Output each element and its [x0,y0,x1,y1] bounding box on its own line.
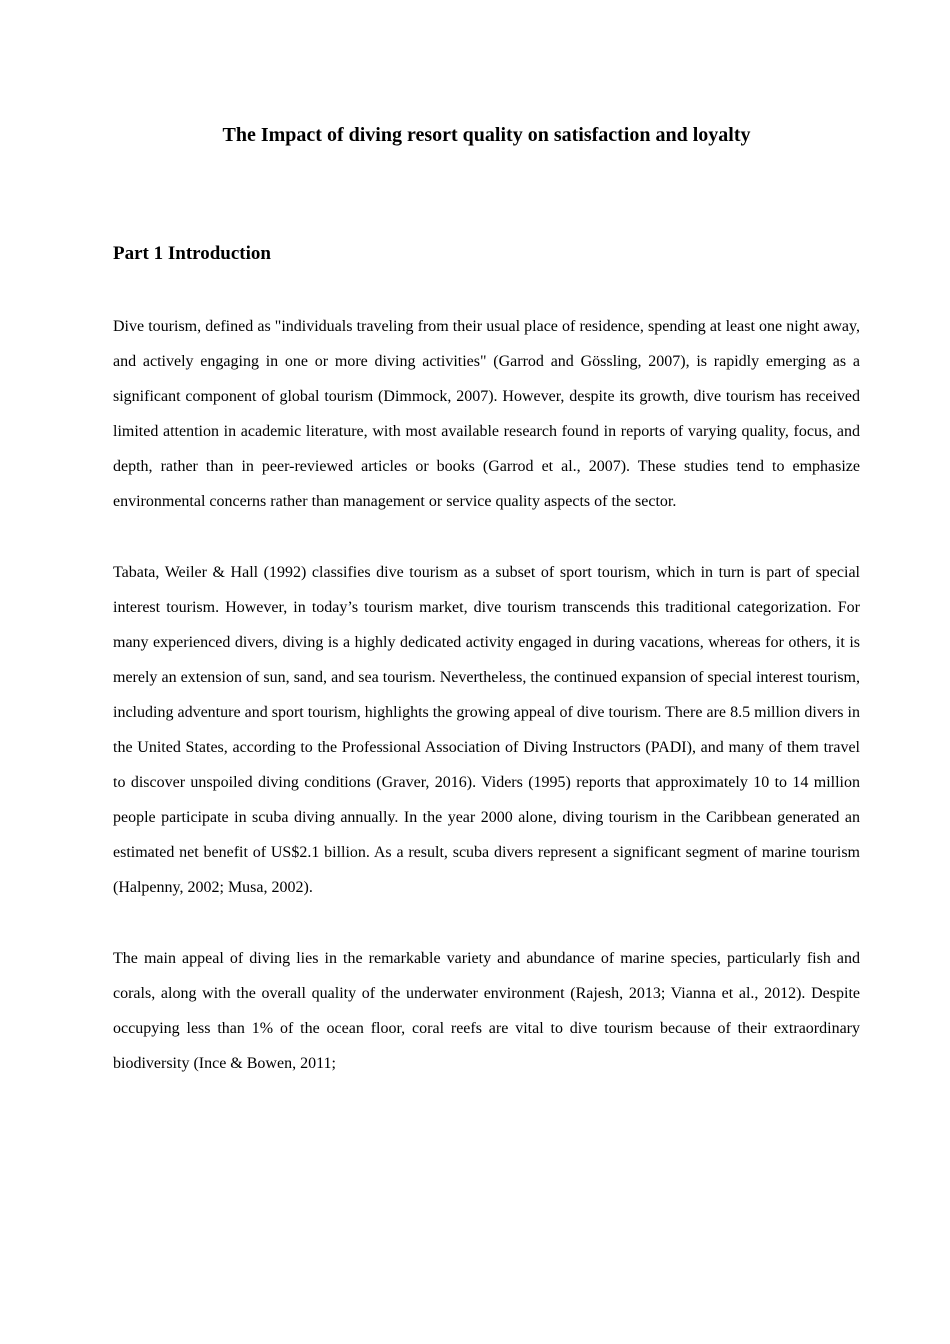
paragraph-intro-3: The main appeal of diving lies in the remarkable variety and abundance of marine species, particularly fish and corals, along with the overall quality of the underwater environment (Rajesh, 2013; Vianna et al., 2012). Despite occupying less than 1% of the ocean floor, coral reefs are vital to dive tourism because of their extraordinary biodiversity (Ince & Bowen, 2011; [113,950,860,1072]
document-title: The Impact of diving resort quality on satisfaction and loyalty [222,124,751,146]
paragraph-intro-1: Dive tourism, defined as "individuals traveling from their usual place of residence, spending at least one night away, and actively engaging in one or more diving activities" (Garrod and Gössling, 2007), is rapidly emerging as a significant component of global tourism (Dimmock, 2007). However, despite its growth, dive tourism has received limited attention in academic literature, with most available research found in reports of varying quality, focus, and depth, rather than in peer-reviewed articles or books (Garrod et al., 2007). These studies tend to emphasize environmental concerns rather than management or service quality aspects of the sector. [113,318,860,510]
paragraph-intro-2: Tabata, Weiler & Hall (1992) classifies dive tourism as a subset of sport tourism, which in turn is part of special interest tourism. However, in today’s tourism market, dive tourism transcends this traditional categorization. For many experienced divers, diving is a highly dedicated activity engaged in during vacations, whereas for others, it is merely an extension of sun, sand, and sea tourism. Nevertheless, the continued expansion of special interest tourism, including adventure and sport tourism, highlights the growing appeal of dive tourism. There are 8.5 million divers in the United States, according to the Professional Association of Diving Instructors (PADI), and many of them travel to discover unspoiled diving conditions (Graver, 2016). Viders (1995) reports that approximately 10 to 14 million people participate in scuba diving annually. In the year 2000 alone, diving tourism in the Caribbean generated an estimated net benefit of US$2.1 billion. As a result, scuba divers represent a significant segment of marine tourism (Halpenny, 2002; Musa, 2002). [113,564,860,896]
section-heading: Part 1 Introduction [113,243,271,264]
